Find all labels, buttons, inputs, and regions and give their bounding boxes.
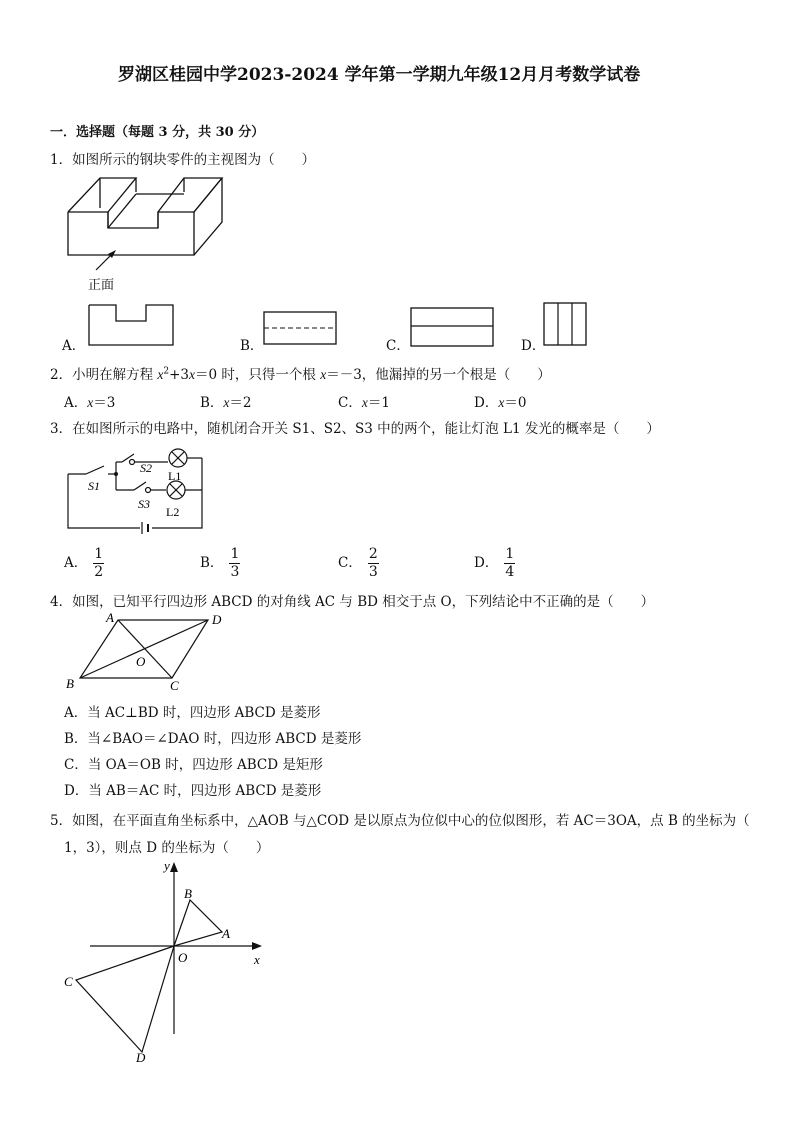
- point-o-label: O: [136, 654, 146, 669]
- question-5-stem-line2: 1，3），则点 D 的坐标为（ ）: [64, 840, 270, 856]
- s2-label: S2: [140, 461, 152, 475]
- point-b-label: B: [66, 676, 74, 691]
- q4-option-d: D．当 AB＝AC 时，四边形 ABCD 是菱形: [64, 783, 322, 799]
- q1-option-b-figure: [263, 311, 337, 345]
- question-3-stem: 3．在如图所示的电路中，随机闭合开关 S1、S2、S3 中的两个，能让灯泡 L1 发光的概率是（ ）: [50, 421, 660, 437]
- q1-option-c-label: C．: [386, 338, 410, 354]
- point-a-label: A: [222, 926, 230, 941]
- q4-option-b: B．当∠BAO＝∠DAO 时，四边形 ABCD 是菱形: [64, 731, 362, 747]
- s1-label: S1: [88, 479, 100, 493]
- s3-label: S3: [138, 497, 150, 511]
- question-5-stem-line1: 5．如图，在平面直角坐标系中，△AOB 与△COD 是以原点为位似中心的位似图形，若 AC＝3OA，点 B 的坐标为（: [50, 813, 750, 829]
- point-a-label: A: [106, 610, 114, 625]
- q3-option-a: A． $\frac{1}{2}$: [64, 546, 104, 580]
- q4-option-c: C．当 OA＝OB 时，四边形 ABCD 是矩形: [64, 757, 323, 773]
- q1-option-d-label: D．: [521, 338, 546, 354]
- point-c-label: C: [170, 678, 179, 693]
- origin-label: O: [178, 950, 188, 965]
- q1-option-d-figure: [543, 302, 587, 346]
- question-2-stem: 2．小明在解方程 $x^2+3x=0$ 时，只得一个根 x＝－3，他漏掉的另一个根是（ ）: [50, 366, 551, 383]
- q3-circuit-diagram: [64, 444, 214, 534]
- q4-option-a: A．当 AC⊥BD 时，四边形 ABCD 是菱形: [64, 705, 321, 721]
- q2-option-b: B．x＝2: [200, 395, 252, 411]
- q1-option-c-figure: [410, 307, 494, 347]
- q2-option-a: A．x＝3: [64, 395, 116, 411]
- q3-option-c: C． $\frac{2}{3}$: [338, 546, 378, 580]
- q5-coordinate-figure: [62, 856, 262, 1066]
- front-label: 正面: [88, 278, 115, 293]
- page-title: 罗湖区桂园中学2023-2024 学年第一学期九年级12月月考数学试卷: [118, 65, 641, 85]
- q4-parallelogram-figure: [62, 612, 232, 692]
- point-d-label: D: [212, 612, 222, 627]
- y-axis-label: y: [164, 858, 170, 873]
- question-4-stem: 4．如图，已知平行四边形 ABCD 的对角线 AC 与 BD 相交于点 O，下列结论中不正确的是（ ）: [50, 594, 655, 610]
- q1-option-a-label: A．: [62, 338, 86, 354]
- x-axis-label: x: [254, 952, 260, 967]
- q1-option-b-label: B．: [240, 338, 264, 354]
- q3-option-d: D． $\frac{1}{4}$: [474, 546, 515, 580]
- q1-steel-block-figure: [60, 170, 210, 290]
- point-c-label: C: [64, 974, 73, 989]
- point-d-label: D: [136, 1050, 146, 1065]
- l2-label: L2: [166, 505, 180, 519]
- point-b-label: B: [184, 886, 192, 901]
- l1-label: L1: [168, 469, 182, 483]
- question-1-stem: 1．如图所示的钢块零件的主视图为（ ）: [50, 152, 316, 168]
- q2-option-d: D．x＝0: [474, 395, 527, 411]
- q2-option-c: C．x＝1: [338, 395, 390, 411]
- section-heading: 一．选择题（每题 3 分，共 30 分）: [50, 125, 265, 140]
- q3-option-b: B． $\frac{1}{3}$: [200, 546, 240, 580]
- q1-option-a-figure: [88, 304, 174, 346]
